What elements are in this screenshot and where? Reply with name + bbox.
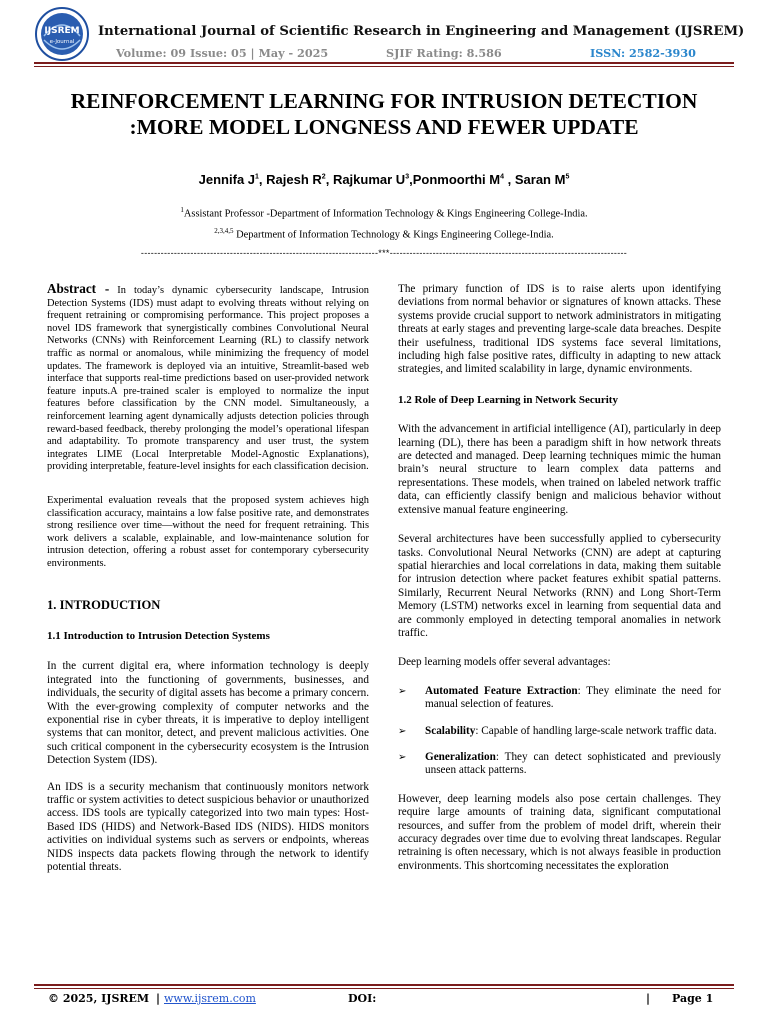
page-number: Page 1 [672, 992, 714, 1005]
body-paragraph: Several architectures have been successfully applied to cybersecurity tasks. Convolutional Neural Networks (CNN) are adept at capturing spatial hierarchies and local correlations in data, making them suitable for intrusion detection where packet features exhibit spatial patterns. Similarly, Recurrent Neural Networks (RNN) and Long Short-Term Memory (LSTM) networks excel in learning from sequential data and are commonly employed in detecting temporal anomalies in network traffic. [398, 533, 721, 639]
body-paragraph: In the current digital era, where information technology is deeply integrated into the functioning of governments, businesses, and individuals, the security of digital assets has become a primary concern. With the ever-growing complexity of computer networks and the exponential rise in cyber threats, it is imperative to deploy intelligent systems that can monitor, detect, and prevent malicious activities. One such critical component in the cybersecurity ecosystem is the Intrusion Detection System (IDS). [47, 660, 369, 767]
affiliation-2: $^{2,3,4,5}$ Department of Information Technology & Kings Engineering College-India. [214, 227, 554, 241]
author-name: Ponmoorthi M [412, 172, 501, 187]
author-sup: 4 [500, 173, 505, 181]
sjif-rating: SJIF Rating: 8.586 [386, 46, 502, 60]
header-rule [34, 62, 734, 64]
abstract-paragraph: Abstract - In today’s dynamic cybersecurity landscape, Intrusion Detection Systems (IDS) must adapt to evolving threats without relying on frequent retraining or compromising performance. This project proposes a novel IDS framework that synergistically combines Convolutional Neural Networks (CNNs) with Reinforcement Learning (RL) to classify network traffic as normal or anomalous, while minimizing the frequency of model updates. The framework is deployed via an intuitive, Streamlit-based web interface that supports real-time predictions based on user-provided network feature inputs.A pre-trained scaler is employed to normalize the input features before classification by the CNN model. Simultaneously, a reinforcement learning agent dynamically adjusts detection policies through reward-based feedback, thereby prolonging the model’s operational lifespan and adaptability. To promote transparency and user trust, the system integrates LIME (Local Interpretable Model-Agnostic Explanations), providing interpretable, feature-level insights for each classification decision. [47, 281, 369, 473]
journal-header [34, 6, 745, 62]
author-sup: 1 [255, 173, 259, 181]
body-paragraph: However, deep learning models also pose certain challenges. They require large amounts of training data, significant computational resources, and suffer from the problem of model drift, wherein their accuracy degrades over time due to evolving threat landscapes. Regular retraining is often necessary, which is not always feasible in production environments. This shortcoming necessitates the exploration [398, 792, 721, 872]
footer-rule-thin [34, 988, 734, 989]
affiliation-1: $^1$Assistant Professor -Department of Information Technology & Kings Engineering College-India. [180, 206, 588, 220]
body-paragraph: With the advancement in artificial intelligence (AI), particularly in deep learning (DL), there has been a paradigm shift in how network threats are detected and managed. Deep learning techniques mimic the human brain’s neural structure to learn complex data patterns and representations. These models, when trained on labeled network traffic data, can efficiently classify benign and malicious behavior without extensive manual feature engineering. [398, 423, 721, 516]
author-sup: 2 [321, 173, 326, 181]
list-item: ➢ Generalization: They can detect sophisticated and previously unseen attack patterns. [398, 750, 721, 777]
arrow-bullet-icon: ➢ [398, 725, 407, 737]
issn: ISSN: 2582-3930 [590, 46, 696, 60]
author-sup: 3 [405, 173, 410, 181]
abstract-label: Abstract - [47, 281, 110, 296]
author-list: Jennifa $J^1$, Rajesh $R^2$, Rajkumar $U^3,Ponmoorthi$ $M^4$ , Saran $M^5$ [198, 172, 570, 187]
section-heading-introduction: 1. INTRODUCTION [47, 598, 161, 613]
ijsrem-logo [34, 6, 90, 62]
website-link[interactable]: www.ijsrem.com [164, 992, 256, 1005]
left-column [47, 283, 369, 874]
author-name: Jennifa J [198, 172, 256, 187]
copyright: © 2025, IJSREM [48, 992, 150, 1005]
header-rule-thin [34, 66, 734, 67]
footer-rule [34, 984, 734, 986]
arrow-bullet-icon: ➢ [398, 685, 407, 697]
footer-separator: | [646, 992, 651, 1005]
list-item: ➢ Scalability: Capable of handling large-scale network traffic data. [398, 724, 717, 737]
subsection-heading-1-2: 1.2 Role of Deep Learning in Network Security [398, 393, 618, 406]
author-sup: 5 [565, 173, 570, 181]
paper-title: REINFORCEMENT LEARNING FOR INTRUSION DETECTION :MORE MODEL LONGNESS AND FEWER UPDATE [70, 89, 698, 139]
author-name: Rajkumar U [332, 172, 406, 187]
arrow-bullet-icon: ➢ [398, 751, 407, 763]
volume-info: Volume: 09 Issue: 05 | May - 2025 [116, 46, 329, 60]
abstract-paragraph-2: Experimental evaluation reveals that the proposed system achieves high classification accuracy, maintains a low false positive rate, and demonstrates strong resilience over time—without the need for frequent retraining. This work delivers a scalable, explainable, and low-maintenance solution for intrusion detection, offering a robust asset for contemporary cybersecurity environments. [47, 494, 369, 569]
journal-name: International Journal of Scientific Research in Engineering and Management (IJSREM) [98, 24, 745, 39]
section-divider: ------------------------------------------------------------------------***------------------------------------------------------------------------ [140, 248, 628, 258]
list-item: ➢ Automated Feature Extraction: They eliminate the need for manual selection of features. [398, 684, 721, 711]
page-footer [48, 992, 718, 1008]
logo-subtext: e-Journal [49, 39, 75, 45]
logo-text: IJSREM [44, 26, 80, 36]
author-name: Saran M [514, 172, 566, 187]
body-paragraph: Deep learning models offer several advantages: [398, 656, 611, 669]
right-column [398, 283, 721, 873]
subsection-heading-1-1: 1.1 Introduction to Intrusion Detection Systems [47, 629, 270, 642]
author-name: Rajesh R [266, 172, 322, 187]
body-paragraph: The primary function of IDS is to raise alerts upon identifying deviations from normal behavior or signatures of known attacks. These systems provide crucial support to network administrators in mitigating threats at early stages and preventing large-scale data breaches. Despite their usefulness, traditional IDS systems face several limitations, including high false positive rates, difficulty in adapting to new attack strategies, and limited scalability in large, dynamic environments. [398, 283, 721, 376]
footer-separator: | [156, 992, 161, 1005]
doi-label: DOI: [348, 992, 377, 1005]
body-paragraph: An IDS is a security mechanism that continuously monitors network traffic or system activities to detect suspicious behavior or unauthorized access. IDS tools are typically categorized into two main types: Host-Based IDS (HIDS) and Network-Based IDS (NIDS). HIDS monitors activities on individual systems such as servers or endpoints, whereas NIDS inspects data packets flowing through the network to identify potential threats. [47, 780, 369, 873]
